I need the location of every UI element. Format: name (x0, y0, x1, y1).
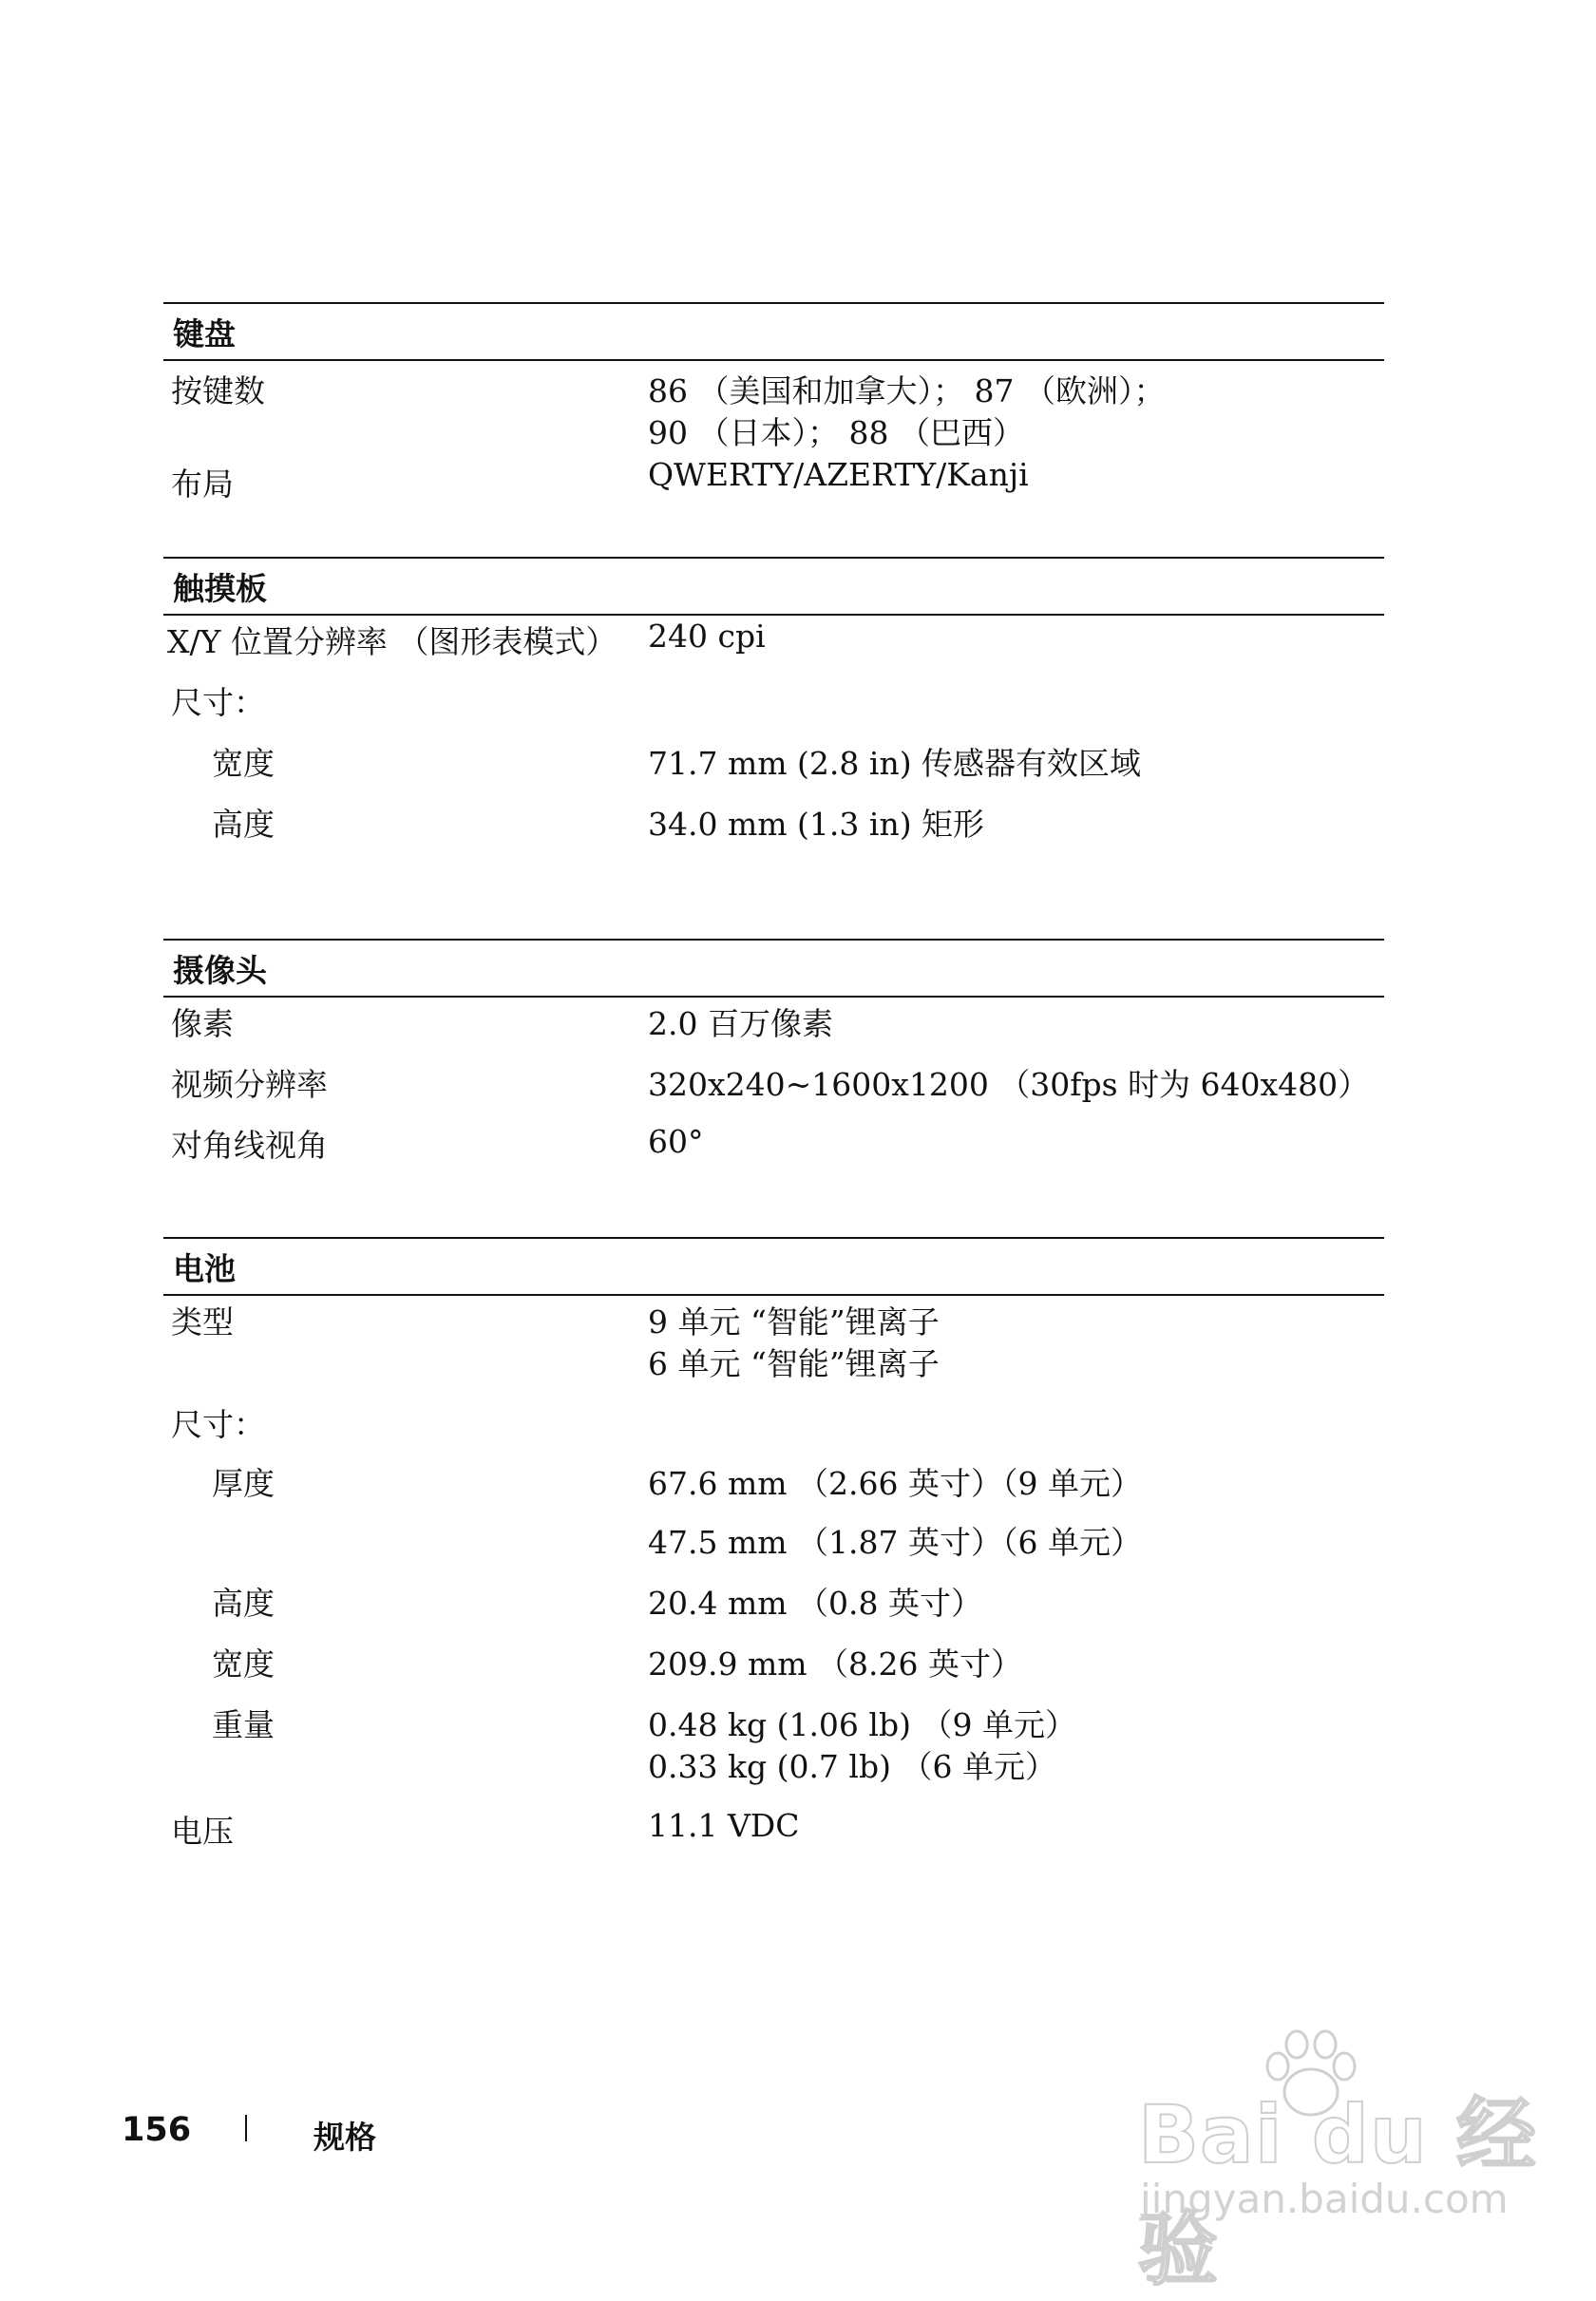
section-title: 键盘 (163, 302, 1384, 361)
spec-row (163, 1003, 1384, 1064)
spec-label: 高度 (212, 806, 275, 843)
spec-row (163, 1064, 1384, 1125)
spec-row (163, 804, 1384, 865)
spec-row (163, 1522, 1384, 1583)
spec-label: 尺寸： (171, 684, 265, 721)
spec-value: QWERTY/AZERTY/Kanji (648, 456, 1029, 493)
section-touchpad (163, 557, 1384, 859)
section-title: 摄像头 (163, 939, 1384, 998)
section-camera (163, 939, 1384, 1180)
spec-value-line: 0.48 kg (1.06 lb) （9 单元） (648, 1706, 1076, 1743)
spec-value: 20.4 mm （0.8 英寸） (648, 1585, 983, 1622)
spec-row (163, 1302, 1384, 1404)
spec-value-line: 6 单元 “智能”锂离子 (648, 1345, 940, 1382)
spec-value: 47.5 mm （1.87 英寸）（6 单元） (648, 1524, 1142, 1561)
section-keyboard (163, 302, 1384, 503)
spec-row (163, 371, 1384, 454)
spec-value (648, 1302, 940, 1385)
spec-row (163, 454, 1384, 503)
footer-title: 规格 (314, 2119, 376, 2156)
spec-label: 厚度 (212, 1465, 275, 1502)
spec-value (648, 371, 1165, 454)
spec-label: 类型 (171, 1303, 234, 1341)
section-battery (163, 1237, 1384, 1850)
spec-value-line: 9 单元 “智能”锂离子 (648, 1303, 940, 1341)
spec-row (163, 682, 1384, 743)
spec-value (648, 1704, 1076, 1788)
spec-label: X/Y 位置分辨率 （图形表模式） (167, 623, 618, 660)
spec-value: 240 cpi (648, 618, 766, 655)
watermark-logo: Bai du 经验 (1138, 2088, 1537, 2296)
spec-value: 67.6 mm （2.66 英寸）（9 单元） (648, 1465, 1142, 1502)
spec-label: 重量 (212, 1706, 275, 1743)
spec-value: 71.7 mm (2.8 in) 传感器有效区域 (648, 745, 1142, 782)
spec-row (163, 1704, 1384, 1805)
spec-value-line: 0.33 kg (0.7 lb) （6 单元） (648, 1748, 1056, 1785)
spec-row (163, 618, 1384, 682)
spec-label: 宽度 (212, 1645, 275, 1683)
spec-row (163, 1404, 1384, 1463)
section-title: 电池 (163, 1237, 1384, 1296)
spec-row (163, 743, 1384, 804)
spec-row (163, 1463, 1384, 1522)
spec-value: 60° (648, 1123, 704, 1160)
spec-value: 320x240~1600x1200 （30fps 时为 640x480） (648, 1066, 1370, 1103)
section-title: 触摸板 (163, 557, 1384, 616)
spec-value-line: 86 （美国和加拿大）； 87 （欧洲）； (648, 372, 1166, 409)
spec-label: 布局 (171, 466, 234, 503)
spec-row (163, 1125, 1384, 1186)
spec-value: 11.1 VDC (648, 1807, 800, 1844)
spec-label: 电压 (171, 1813, 234, 1850)
spec-row (163, 1583, 1384, 1644)
spec-value: 34.0 mm (1.3 in) 矩形 (648, 806, 985, 843)
spec-value: 209.9 mm （8.26 英寸） (648, 1645, 1023, 1683)
watermark-url: jingyan.baidu.com (1140, 2176, 1509, 2222)
spec-label: 视频分辨率 (171, 1066, 328, 1103)
spec-label: 按键数 (171, 372, 265, 409)
spec-label: 尺寸： (171, 1406, 265, 1443)
spec-label: 高度 (212, 1585, 275, 1622)
spec-label: 像素 (171, 1005, 234, 1042)
spec-label: 宽度 (212, 745, 275, 782)
spec-row (163, 1805, 1384, 1850)
spec-value: 2.0 百万像素 (648, 1005, 833, 1042)
spec-label: 对角线视角 (171, 1127, 328, 1164)
spec-row (163, 1644, 1384, 1704)
footer-divider (245, 2115, 247, 2141)
page-number: 156 (122, 2111, 192, 2149)
spec-value-line: 90 （日本）； 88 （巴西） (648, 414, 1024, 451)
